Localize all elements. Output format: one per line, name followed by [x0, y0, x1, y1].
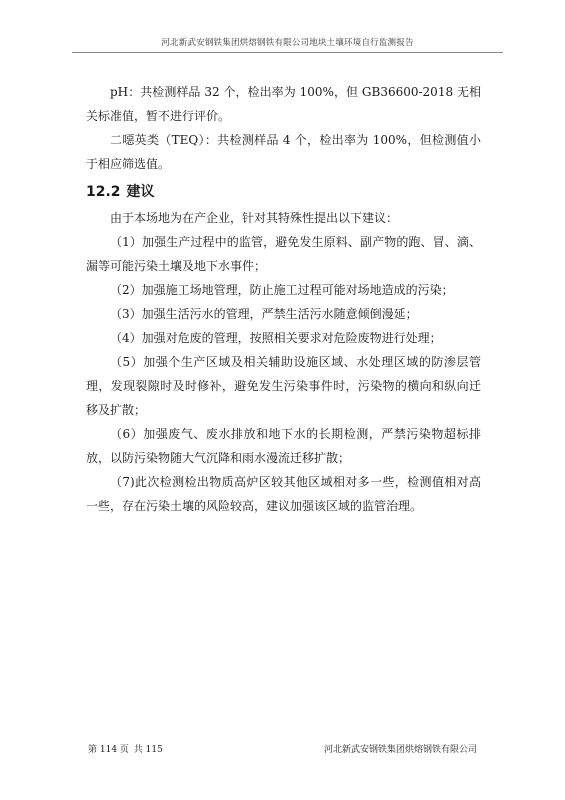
intro-paragraph: 由于本场地为在产企业，针对其特殊性提出以下建议：: [110, 211, 399, 225]
list-item: （2）加强施工场地管理，防止施工过程可能对场地造成的污染；: [110, 283, 454, 297]
page-header: [72, 36, 503, 53]
document-body: [86, 80, 481, 518]
list-item: （3）加强生活污水的管理，严禁生活污水随意倾倒漫延；: [110, 307, 418, 321]
section-heading: [86, 180, 481, 204]
paragraph-ph: pH：共检测样品 32 个，检出率为 100%，但 GB36600-2018 无相关标准值，暂不进行评价。: [86, 85, 481, 123]
list-item: （4）加强对危废的管理，按照相关要求对危险废物进行处理；: [110, 331, 442, 345]
list-item: （7)此次检测检出物质高炉区较其他区域相对多一些，检测值相对高一些，存在污染土壤的风险较高，建议加强该区域的监管治理。: [86, 475, 481, 513]
footer-company: 河北新武安钢铁集团烘熔钢铁有限公司: [323, 745, 477, 755]
list-item: （6）加强废气、废水排放和地下水的长期检测，严禁污染物超标排放，以防污染物随大气沉降和雨水漫流迁移扩散；: [86, 427, 481, 465]
page-footer: [88, 742, 477, 755]
total-pages: 共 115: [133, 745, 163, 755]
page-label: 第 114 页: [88, 745, 129, 755]
paragraph-dioxin: 二噁英类（TEQ）：共检测样品 4 个，检出率为 100%，但检测值小于相应筛选值。: [86, 133, 481, 171]
section-title: 建议: [126, 184, 155, 200]
list-item: （5）加强个生产区域及相关辅助设施区域、水处理区域的防渗层管理，发现裂隙时及时修补，避免发生污染事件时，污染物的横向和纵向迁移及扩散；: [86, 355, 481, 417]
list-item: （1）加强生产过程中的监管，避免发生原料、副产物的跑、冒、滴、漏等可能污染土壤及地下水事件；: [86, 235, 481, 273]
section-number: 12.2: [86, 184, 121, 200]
page-number: [88, 742, 163, 755]
header-title: 河北新武安钢铁集团烘熔钢铁有限公司地块土壤环境自行监测报告: [161, 38, 414, 48]
